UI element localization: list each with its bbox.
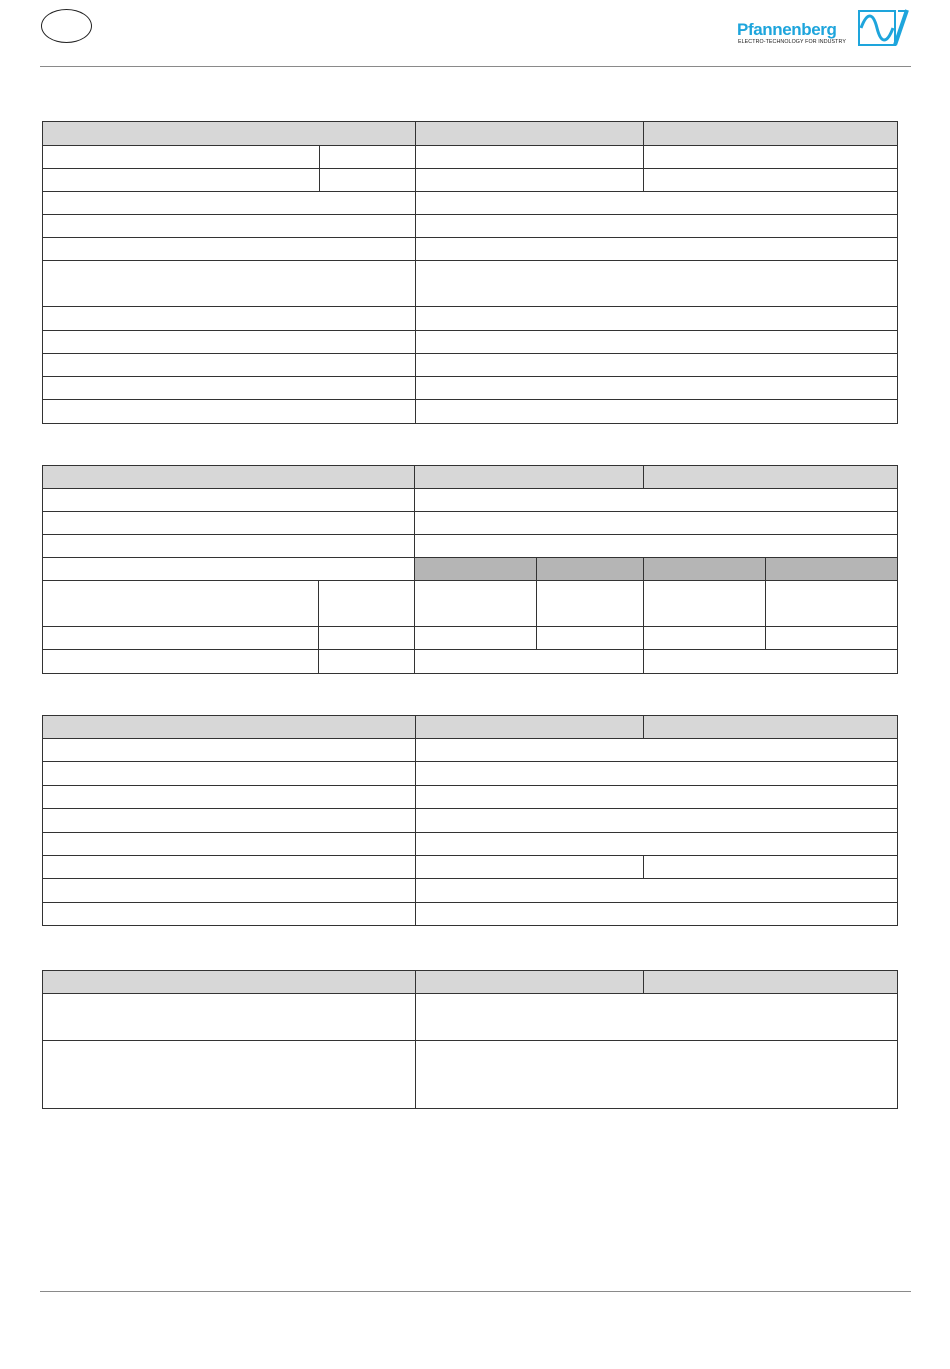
table-row: [43, 627, 898, 650]
table-row: [43, 856, 898, 879]
table-cell: [43, 994, 416, 1041]
table-cell: [43, 581, 319, 627]
table-cell: [43, 833, 416, 856]
table-header-cell: [43, 716, 416, 739]
table-cell: [416, 739, 898, 762]
table-cell: [537, 627, 644, 650]
table-cell: [320, 169, 416, 192]
table-header-cell: [43, 971, 416, 994]
table-cell: [43, 377, 416, 400]
table-cell: [644, 581, 766, 627]
table-row: [43, 1041, 898, 1109]
table-cell: [319, 627, 415, 650]
table-row: [43, 261, 898, 307]
brand-logo: [737, 8, 911, 48]
table-cell: [416, 192, 898, 215]
table-cell: [43, 1041, 416, 1109]
table-cell: [319, 650, 415, 674]
table-cell: [416, 994, 898, 1041]
table-cell: [644, 650, 898, 674]
table-cell: [416, 146, 644, 169]
table-cell: [43, 856, 416, 879]
table-cell: [43, 354, 416, 377]
table-cell: [644, 146, 898, 169]
table-row: [43, 169, 898, 192]
table-cell: [766, 627, 898, 650]
table-header-cell: [416, 122, 644, 146]
table-row: [43, 903, 898, 926]
table-cell: [416, 261, 898, 307]
table-header-cell: [43, 466, 415, 489]
table-cell: [644, 169, 898, 192]
table-row: [43, 146, 898, 169]
table-cell: [644, 856, 898, 879]
table-cell: [43, 169, 320, 192]
table-cell: [415, 535, 898, 558]
table-cell: [43, 261, 416, 307]
table-header-cell: [644, 466, 898, 489]
table-row: [43, 994, 898, 1041]
table-row: [43, 400, 898, 424]
table-cell: [415, 512, 898, 535]
spec-table-3: [42, 715, 898, 926]
table-cell: [43, 307, 416, 331]
table-cell: [415, 489, 898, 512]
table-cell: [415, 650, 644, 674]
table-header-row: [43, 466, 898, 489]
table-row: [43, 307, 898, 331]
table-cell: [320, 146, 416, 169]
table-cell: [416, 833, 898, 856]
table-cell: [416, 377, 898, 400]
table-row: [43, 581, 898, 627]
table-row: [43, 331, 898, 354]
table-header-cell: [415, 466, 644, 489]
table-cell: [43, 400, 416, 424]
spec-table-4: [42, 970, 898, 1109]
table-cell: [415, 581, 537, 627]
table-cell: [43, 879, 416, 903]
brand-wave-icon: [857, 8, 909, 48]
table-cell: [319, 581, 415, 627]
table-cell: [43, 650, 319, 674]
table-cell: [416, 762, 898, 786]
table-row: [43, 786, 898, 809]
brand-tagline: ELECTRO-TECHNOLOGY FOR INDUSTRY: [738, 39, 846, 45]
table-cell: [415, 627, 537, 650]
table-cell: [416, 903, 898, 926]
table-cell: [43, 238, 416, 261]
table-subheader-cell: [644, 558, 766, 581]
table-cell: [416, 331, 898, 354]
spec-table-1: [42, 121, 898, 424]
table-row: [43, 762, 898, 786]
table-row: [43, 192, 898, 215]
table-header-cell: [416, 971, 644, 994]
table-cell: [766, 581, 898, 627]
header-rule: [40, 66, 911, 67]
brand-name: Pfannenberg: [737, 20, 837, 39]
table-row: [43, 879, 898, 903]
table-header-row: [43, 122, 898, 146]
table-cell: [416, 169, 644, 192]
table-cell: [43, 535, 415, 558]
table-cell: [43, 489, 415, 512]
table-cell: [43, 762, 416, 786]
table-cell: [43, 331, 416, 354]
table-cell: [416, 809, 898, 833]
table-row: [43, 833, 898, 856]
table-cell: [416, 786, 898, 809]
table-cell: [416, 354, 898, 377]
table-row: [43, 215, 898, 238]
table-cell: [43, 512, 415, 535]
table-cell: [416, 400, 898, 424]
table-cell: [416, 1041, 898, 1109]
table-cell: [43, 558, 415, 581]
table-subheader-row: [43, 558, 898, 581]
table-header-row: [43, 716, 898, 739]
table-cell: [43, 786, 416, 809]
table-row: [43, 650, 898, 674]
table-row: [43, 377, 898, 400]
footer-rule: [40, 1291, 911, 1292]
table-cell: [416, 879, 898, 903]
table-cell: [537, 581, 644, 627]
table-subheader-cell: [766, 558, 898, 581]
table-subheader-cell: [415, 558, 537, 581]
table-row: [43, 739, 898, 762]
table-row: [43, 809, 898, 833]
spec-table-2: [42, 465, 898, 674]
table-cell: [416, 238, 898, 261]
table-cell: [416, 215, 898, 238]
table-row: [43, 238, 898, 261]
table-header-cell: [644, 122, 898, 146]
table-cell: [644, 627, 766, 650]
table-cell: [416, 307, 898, 331]
table-row: [43, 354, 898, 377]
table-header-row: [43, 971, 898, 994]
table-row: [43, 535, 898, 558]
table-header-cell: [644, 971, 898, 994]
table-header-cell: [416, 716, 644, 739]
table-row: [43, 489, 898, 512]
table-header-cell: [644, 716, 898, 739]
table-cell: [43, 627, 319, 650]
table-header-cell: [43, 122, 416, 146]
table-cell: [43, 215, 416, 238]
table-cell: [43, 192, 416, 215]
language-badge: [41, 9, 92, 43]
table-cell: [43, 739, 416, 762]
table-cell: [43, 146, 320, 169]
table-cell: [416, 856, 644, 879]
table-cell: [43, 903, 416, 926]
table-subheader-cell: [537, 558, 644, 581]
table-cell: [43, 809, 416, 833]
table-row: [43, 512, 898, 535]
